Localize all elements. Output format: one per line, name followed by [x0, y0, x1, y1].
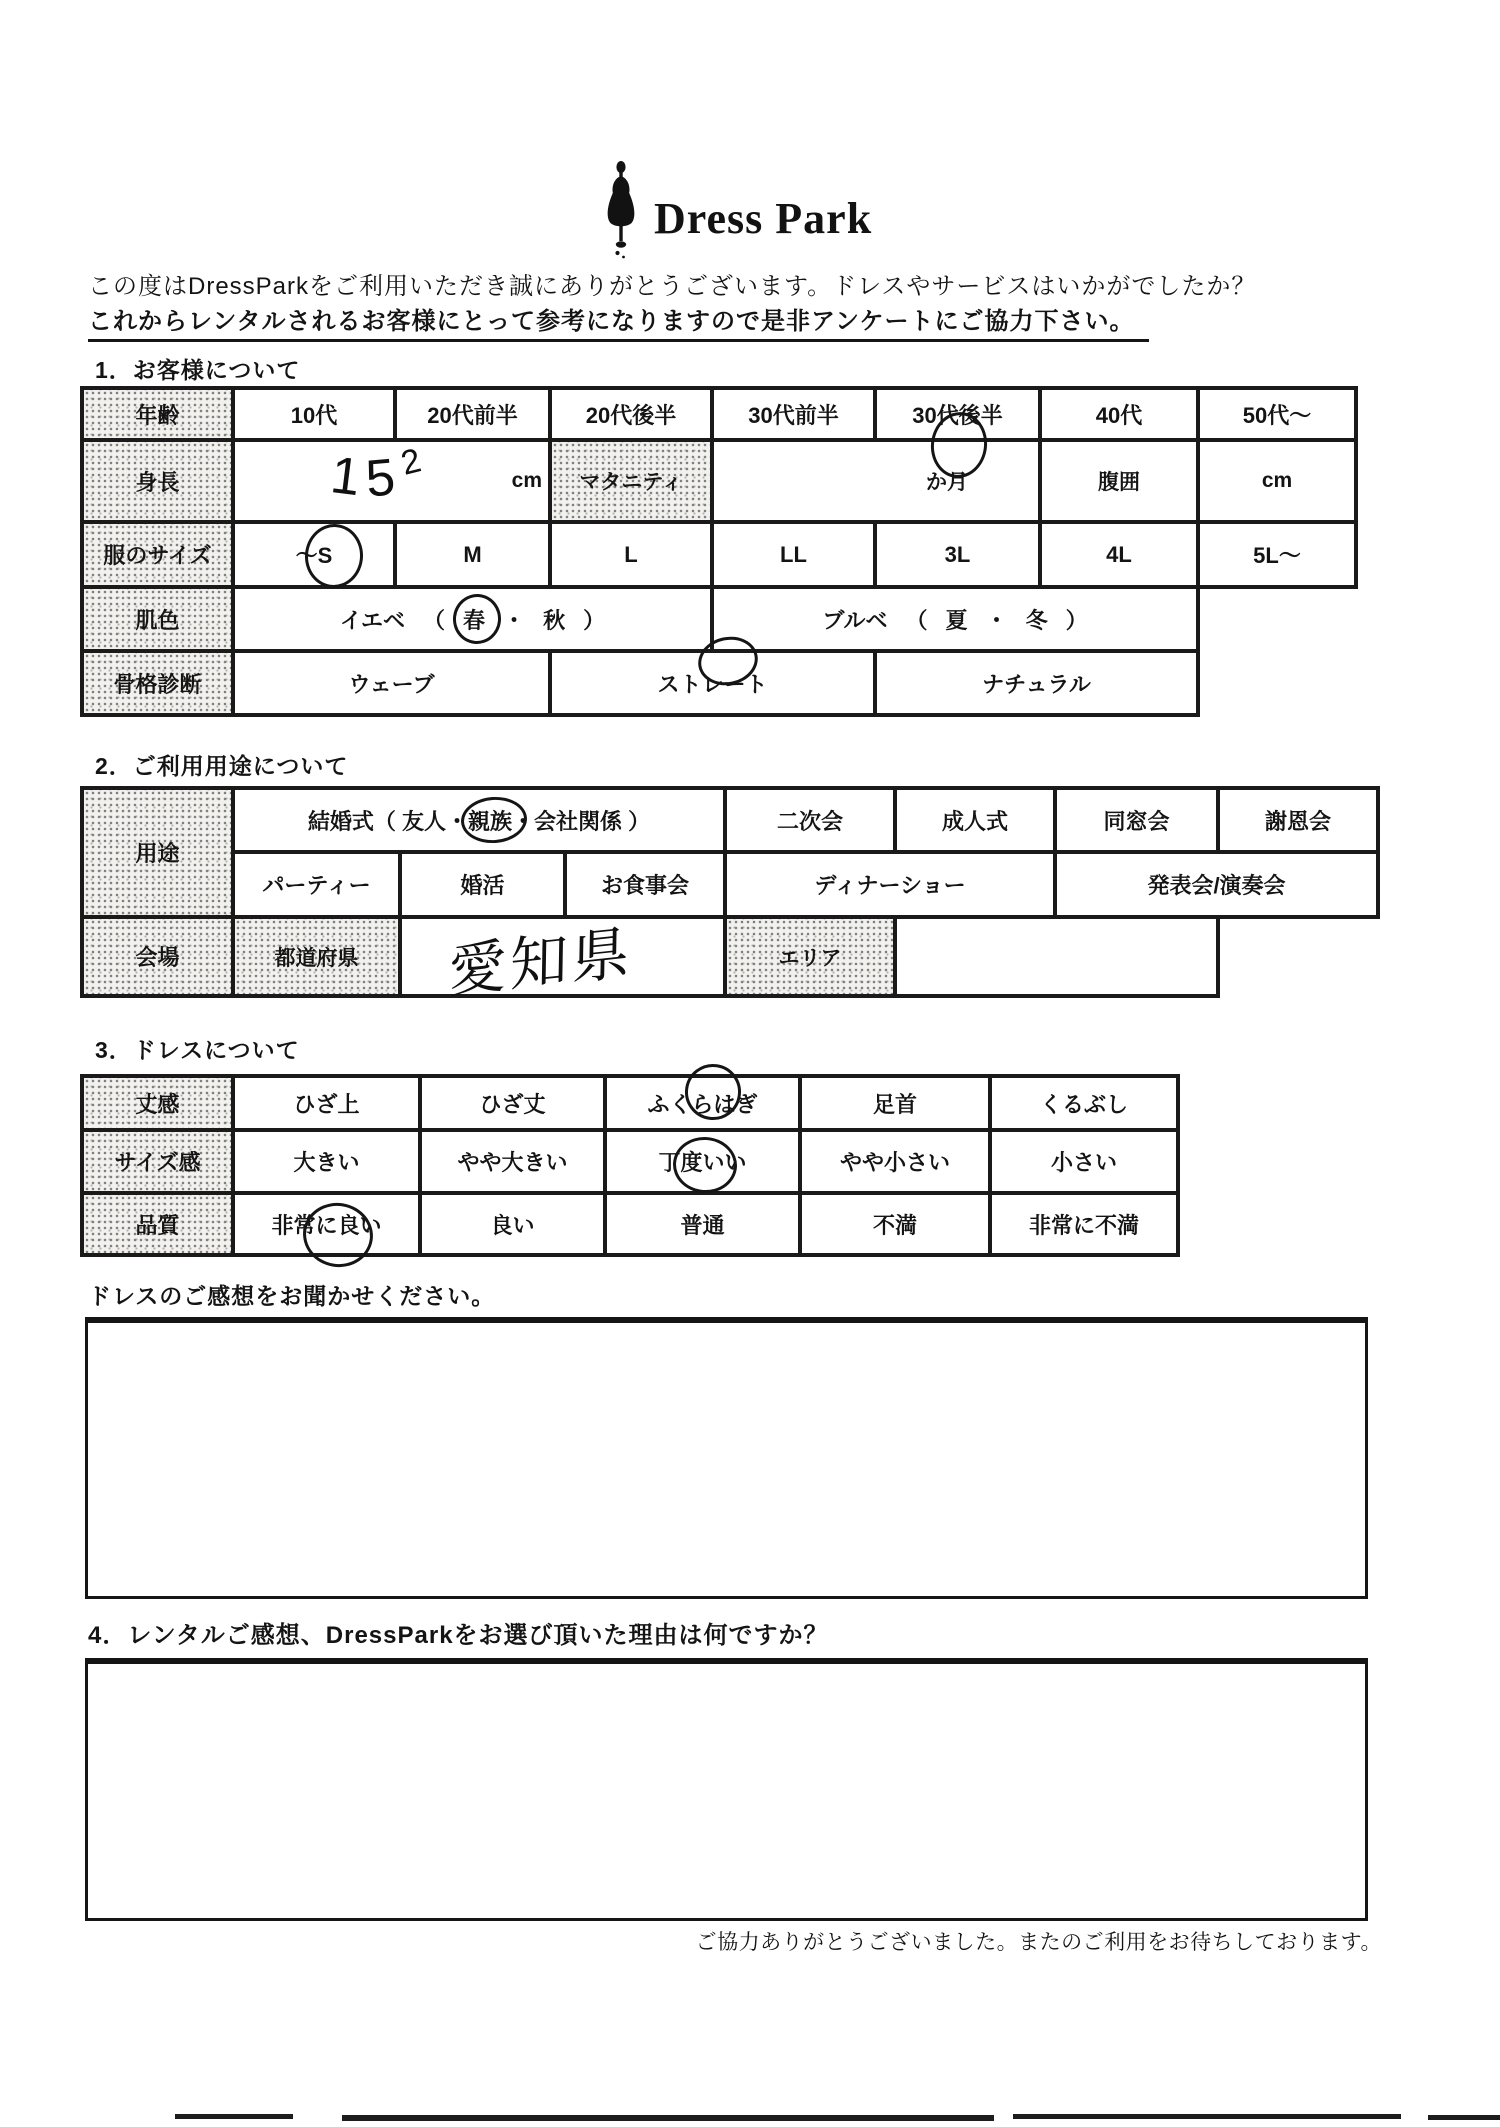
age-option: 20代前半 [393, 386, 552, 442]
area-value-cell [893, 915, 1220, 998]
size-option-selected: ～S [231, 520, 397, 589]
skin-blue-cell: ブルベ （ 夏 ・ 冬 ） [710, 585, 1200, 653]
dress-feedback-prompt: ドレスのご感想をお聞かせください。 [88, 1283, 496, 1309]
size-option: 5L～ [1196, 520, 1358, 589]
section-2-title: 2．ご利用用途について [95, 753, 349, 779]
length-row [82, 1076, 1178, 1130]
footer-thanks: ご協力ありがとうございました。またのご利用をお待ちしております。 [695, 1931, 1382, 1954]
fit-option-selected: 丁度いい [603, 1128, 802, 1195]
height-unit: cm [511, 469, 542, 492]
purpose-option-wedding: 結婚式（ 友人・ 親族 ・会社関係 ） [231, 786, 727, 854]
quality-option-selected: 非常に良い [231, 1191, 422, 1257]
frame-row [82, 651, 1356, 715]
length-label: 丈感 [80, 1074, 235, 1132]
quality-option: 不満 [798, 1191, 992, 1257]
intro-line-2: これからレンタルされるお客様にとって参考になりますので是非アンケートにご協力下さい。 [88, 301, 1149, 342]
section-3-title: 3．ドレスについて [95, 1037, 300, 1063]
waist-unit: cm [1196, 438, 1358, 524]
area-label: エリア [723, 915, 897, 998]
rental-reason-box [85, 1658, 1368, 1921]
frame-option: ナチュラル [873, 649, 1200, 717]
size-option: LL [710, 520, 877, 589]
dress-table [82, 1076, 1178, 1255]
age-option: 20代後半 [548, 386, 714, 442]
age-option: 50代～ [1196, 386, 1358, 442]
purpose-option: お食事会 [563, 850, 727, 919]
section-1-title: 1．お客様について [95, 357, 301, 383]
purpose-option: ディナーショー [723, 850, 1057, 919]
skin-label: 肌色 [80, 585, 235, 653]
size-option: 4L [1038, 520, 1200, 589]
age-option: 10代 [231, 386, 397, 442]
quality-row [82, 1193, 1178, 1255]
age-label: 年齢 [80, 386, 235, 442]
brand-logo [598, 160, 872, 265]
skin-option-spring: 春 [463, 604, 485, 635]
size-option: M [393, 520, 552, 589]
length-option: 足首 [798, 1074, 992, 1132]
dress-form-icon [598, 160, 644, 265]
prefecture-value-cell [398, 915, 727, 1006]
fit-option: やや大きい [418, 1128, 607, 1195]
brand-name: Dress Park [654, 194, 873, 243]
purpose-label: 用途 [80, 786, 235, 919]
venue-label: 会場 [80, 915, 235, 998]
height-label: 身長 [80, 438, 235, 524]
purpose-option: パーティー [231, 850, 402, 919]
purpose-option: 謝恩会 [1216, 786, 1380, 854]
quality-option: 良い [418, 1191, 607, 1257]
fit-option: やや小さい [798, 1128, 992, 1195]
age-option-selected: 30代後半 [873, 386, 1042, 442]
age-option: 40代 [1038, 386, 1200, 442]
size-row [82, 522, 1356, 587]
purpose-option: 発表会/演奏会 [1053, 850, 1380, 919]
prefecture-label: 都道府県 [231, 915, 402, 998]
skin-row [82, 587, 1356, 651]
length-option: ひざ丈 [418, 1074, 607, 1132]
fit-row [82, 1130, 1178, 1193]
quality-option: 非常に不満 [988, 1191, 1180, 1257]
purpose-option: 二次会 [723, 786, 897, 854]
dress-feedback-box [85, 1317, 1368, 1599]
wedding-relative-selected: 親族 [468, 805, 512, 836]
venue-row [82, 917, 1378, 1006]
handwritten-height-value: 152 [327, 439, 431, 509]
age-row [82, 388, 1356, 440]
length-option-selected: ふくらはぎ [603, 1074, 802, 1132]
age-option: 30代前半 [710, 386, 877, 442]
height-value-cell [231, 438, 552, 524]
section-4-title: 4．レンタルご感想、DressParkをお選び頂いた理由は何ですか？ [88, 1622, 829, 1649]
maternity-months-label: か月 [710, 438, 1042, 524]
height-row [82, 440, 1356, 522]
quality-label: 品質 [80, 1191, 235, 1257]
fit-option: 大きい [231, 1128, 422, 1195]
size-label: 服のサイズ [80, 520, 235, 589]
fit-option: 小さい [988, 1128, 1180, 1195]
usage-table [82, 788, 1378, 1006]
frame-option: ウェーブ [231, 649, 552, 717]
quality-option: 普通 [603, 1191, 802, 1257]
customer-table [82, 388, 1356, 715]
handwritten-prefecture: 愛知県 [447, 920, 634, 1006]
size-option: 3L [873, 520, 1042, 589]
length-option: くるぶし [988, 1074, 1180, 1132]
purpose-row-2 [233, 852, 1378, 917]
purpose-row-1 [233, 788, 1378, 852]
purpose-option: 婚活 [398, 850, 567, 919]
length-option: ひざ上 [231, 1074, 422, 1132]
skin-yellow-cell: イエベ （ 春 ・ 秋 ） [231, 585, 714, 653]
maternity-label: マタニティ [548, 438, 714, 524]
intro-line-1: この度はDressParkをご利用いただき誠にありがとうございます。ドレスやサービスはいかがでしたか？ [88, 273, 1257, 300]
purpose-block [82, 788, 1378, 917]
waist-label: 腹囲 [1038, 438, 1200, 524]
fit-label: サイズ感 [80, 1128, 235, 1195]
frame-option-selected: ストレート [548, 649, 877, 717]
purpose-option: 成人式 [893, 786, 1057, 854]
frame-label: 骨格診断 [80, 649, 235, 717]
size-option: L [548, 520, 714, 589]
purpose-option: 同窓会 [1053, 786, 1220, 854]
